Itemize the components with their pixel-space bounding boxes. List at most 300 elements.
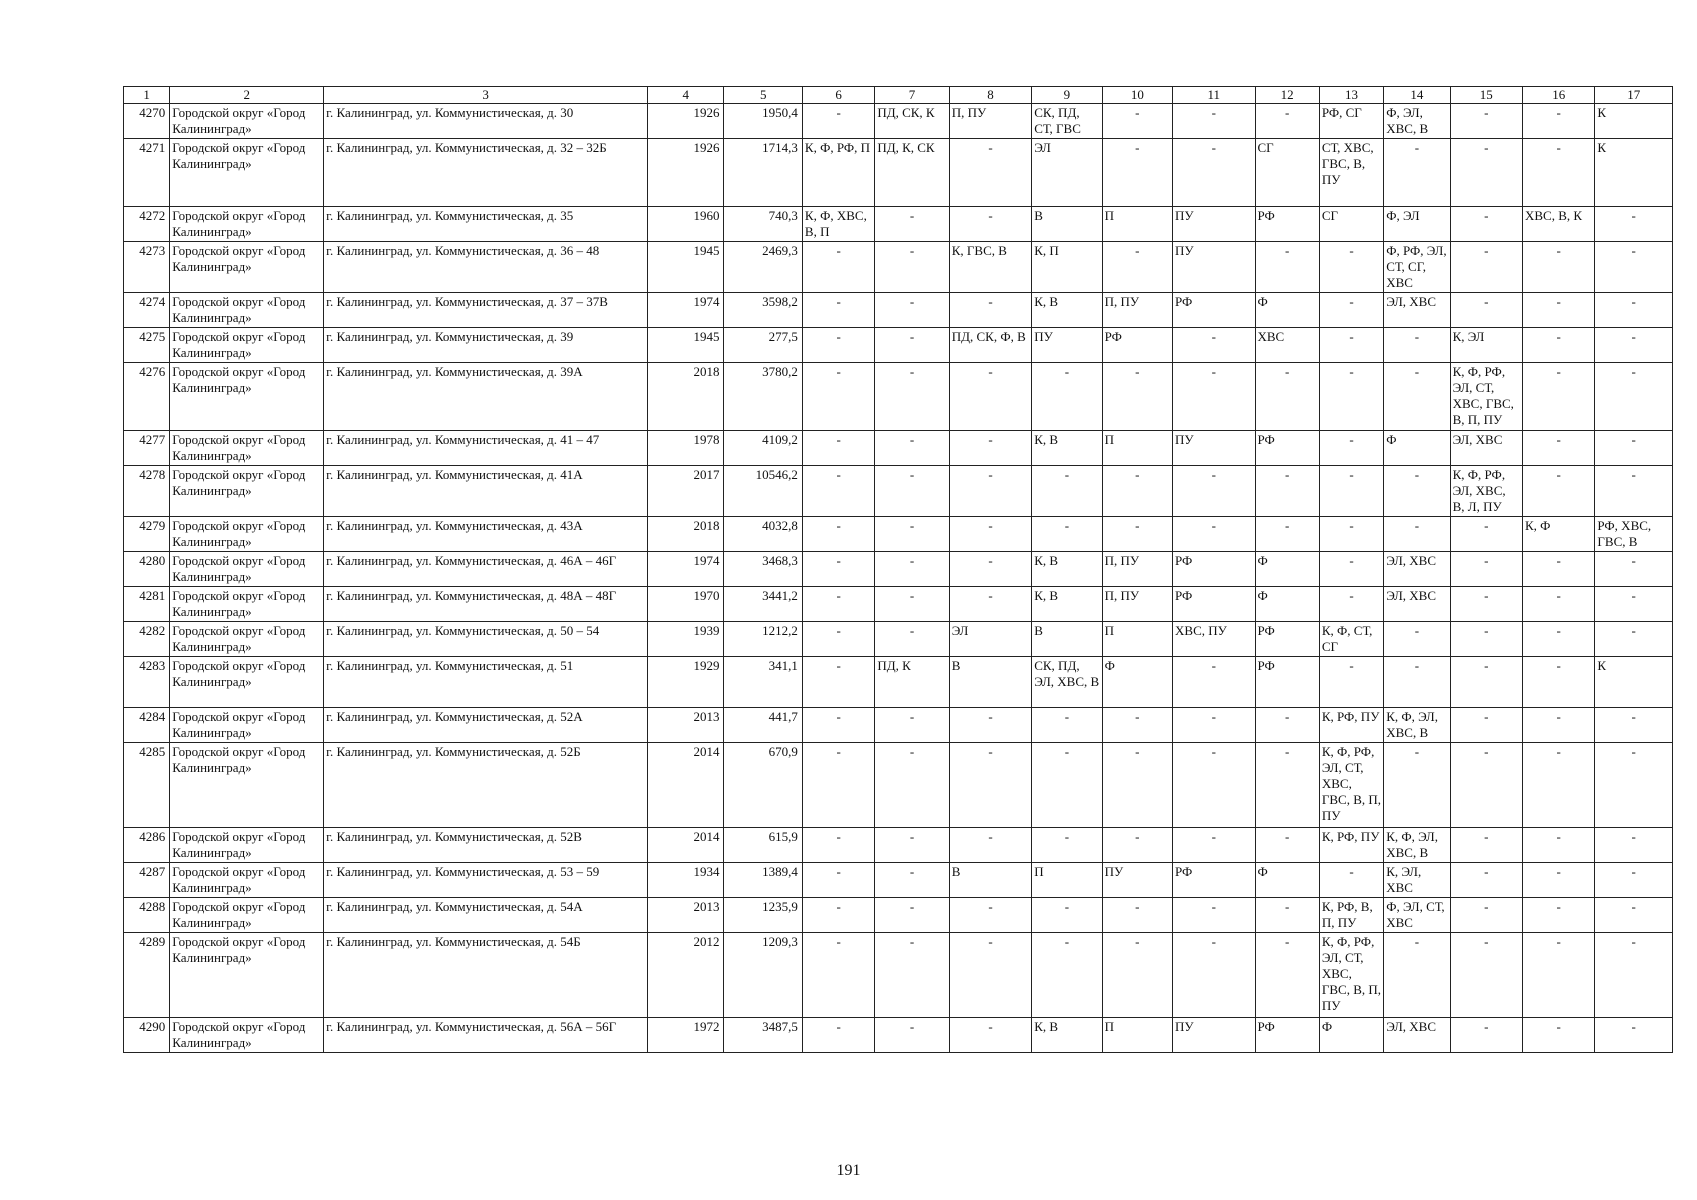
table-cell-col-1: 4270: [124, 104, 170, 139]
column-header-12: 12: [1255, 87, 1319, 104]
table-cell-col-11: -: [1173, 517, 1255, 552]
table-cell-col-5: 1714,3: [724, 139, 802, 207]
table-cell-col-12: -: [1255, 708, 1319, 743]
table-cell-col-7: -: [875, 828, 949, 863]
table-cell-col-7: -: [875, 328, 949, 363]
table-cell-col-3: г. Калининград, ул. Коммунистическая, д. 56А – 56Г: [324, 1018, 648, 1053]
table-cell-col-16: -: [1523, 139, 1595, 207]
column-header-8: 8: [949, 87, 1031, 104]
table-cell-col-3: г. Калининград, ул. Коммунистическая, д. 43А: [324, 517, 648, 552]
table-cell-col-11: РФ: [1173, 293, 1255, 328]
table-cell-col-4: 1926: [648, 139, 724, 207]
table-cell-col-12: РФ: [1255, 207, 1319, 242]
table-cell-col-17: -: [1595, 828, 1673, 863]
table-cell-col-7: -: [875, 552, 949, 587]
table-cell-col-7: -: [875, 898, 949, 933]
table-cell-col-8: -: [949, 293, 1031, 328]
table-cell-col-13: -: [1319, 242, 1383, 293]
table-cell-col-1: 4287: [124, 863, 170, 898]
table-cell-col-2: Городской округ «Город Калининград»: [170, 1018, 324, 1053]
table-cell-col-10: -: [1102, 139, 1172, 207]
table-cell-col-6: -: [802, 552, 874, 587]
table-cell-col-12: -: [1255, 933, 1319, 1018]
table-row: [124, 898, 1673, 933]
table-cell-col-16: -: [1523, 363, 1595, 431]
table-cell-col-5: 1212,2: [724, 622, 802, 657]
table-cell-col-17: -: [1595, 708, 1673, 743]
table-cell-col-12: -: [1255, 104, 1319, 139]
table-cell-col-7: -: [875, 708, 949, 743]
table-cell-col-9: -: [1032, 466, 1102, 517]
table-cell-col-2: Городской округ «Город Калининград»: [170, 863, 324, 898]
table-cell-col-6: -: [802, 466, 874, 517]
table-cell-col-12: РФ: [1255, 431, 1319, 466]
table-cell-col-17: -: [1595, 898, 1673, 933]
table-row: [124, 828, 1673, 863]
table-cell-col-1: 4275: [124, 328, 170, 363]
table-cell-col-13: -: [1319, 517, 1383, 552]
table-row: [124, 863, 1673, 898]
table-cell-col-15: -: [1450, 293, 1522, 328]
table-cell-col-4: 1929: [648, 657, 724, 708]
table-cell-col-9: -: [1032, 828, 1102, 863]
table-cell-col-11: РФ: [1173, 863, 1255, 898]
table-cell-col-8: -: [949, 828, 1031, 863]
table-cell-col-7: -: [875, 207, 949, 242]
table-cell-col-7: -: [875, 743, 949, 828]
table-cell-col-1: 4290: [124, 1018, 170, 1053]
table-cell-col-10: -: [1102, 466, 1172, 517]
table-cell-col-7: -: [875, 933, 949, 1018]
table-cell-col-12: -: [1255, 517, 1319, 552]
table-cell-col-6: -: [802, 933, 874, 1018]
table-cell-col-13: -: [1319, 431, 1383, 466]
table-cell-col-1: 4284: [124, 708, 170, 743]
table-cell-col-6: -: [802, 242, 874, 293]
table-row: [124, 933, 1673, 1018]
table-cell-col-11: ПУ: [1173, 242, 1255, 293]
table-cell-col-17: -: [1595, 1018, 1673, 1053]
table-row: [124, 293, 1673, 328]
table-cell-col-5: 441,7: [724, 708, 802, 743]
table-cell-col-14: ЭЛ, ХВС: [1384, 552, 1450, 587]
table-cell-col-11: ПУ: [1173, 207, 1255, 242]
table-row: [124, 552, 1673, 587]
table-cell-col-8: П, ПУ: [949, 104, 1031, 139]
table-cell-col-2: Городской округ «Город Калининград»: [170, 363, 324, 431]
table-row: [124, 431, 1673, 466]
table-row: [124, 139, 1673, 207]
table-cell-col-2: Городской округ «Город Калининград»: [170, 657, 324, 708]
table-cell-col-11: -: [1173, 466, 1255, 517]
table-cell-col-16: -: [1523, 622, 1595, 657]
table-cell-col-11: ПУ: [1173, 1018, 1255, 1053]
table-cell-col-16: -: [1523, 466, 1595, 517]
table-cell-col-15: -: [1450, 863, 1522, 898]
table-cell-col-17: -: [1595, 431, 1673, 466]
table-cell-col-7: -: [875, 863, 949, 898]
table-cell-col-14: К, Ф, ЭЛ, ХВС, В: [1384, 708, 1450, 743]
table-cell-col-6: -: [802, 657, 874, 708]
table-cell-col-2: Городской округ «Город Калининград»: [170, 898, 324, 933]
table-cell-col-5: 3441,2: [724, 587, 802, 622]
table-cell-col-5: 1950,4: [724, 104, 802, 139]
table-cell-col-12: РФ: [1255, 1018, 1319, 1053]
table-cell-col-15: К, Ф, РФ, ЭЛ, СТ, ХВС, ГВС, В, П, ПУ: [1450, 363, 1522, 431]
table-cell-col-17: -: [1595, 466, 1673, 517]
table-cell-col-15: -: [1450, 622, 1522, 657]
table-cell-col-13: -: [1319, 293, 1383, 328]
table-cell-col-14: -: [1384, 657, 1450, 708]
column-header-10: 10: [1102, 87, 1172, 104]
table-cell-col-15: -: [1450, 898, 1522, 933]
column-header-7: 7: [875, 87, 949, 104]
table-cell-col-10: -: [1102, 104, 1172, 139]
table-cell-col-17: -: [1595, 293, 1673, 328]
table-cell-col-5: 10546,2: [724, 466, 802, 517]
table-cell-col-12: Ф: [1255, 552, 1319, 587]
table-cell-col-11: -: [1173, 743, 1255, 828]
table-cell-col-6: -: [802, 431, 874, 466]
table-cell-col-14: Ф, ЭЛ, СТ, ХВС: [1384, 898, 1450, 933]
table-cell-col-7: ПД, К: [875, 657, 949, 708]
table-cell-col-6: -: [802, 293, 874, 328]
table-cell-col-16: -: [1523, 104, 1595, 139]
table-cell-col-11: ПУ: [1173, 431, 1255, 466]
table-cell-col-11: -: [1173, 657, 1255, 708]
column-header-9: 9: [1032, 87, 1102, 104]
table-cell-col-10: -: [1102, 933, 1172, 1018]
table-cell-col-16: -: [1523, 328, 1595, 363]
table-cell-col-13: СТ, ХВС, ГВС, В, ПУ: [1319, 139, 1383, 207]
table-cell-col-17: -: [1595, 363, 1673, 431]
table-cell-col-1: 4276: [124, 363, 170, 431]
table-cell-col-8: -: [949, 363, 1031, 431]
table-cell-col-10: -: [1102, 363, 1172, 431]
table-cell-col-13: К, РФ, В, П, ПУ: [1319, 898, 1383, 933]
table-cell-col-3: г. Калининград, ул. Коммунистическая, д. 36 – 48: [324, 242, 648, 293]
table-cell-col-8: В: [949, 657, 1031, 708]
table-row: [124, 657, 1673, 708]
table-cell-col-14: -: [1384, 743, 1450, 828]
table-cell-col-3: г. Калининград, ул. Коммунистическая, д. 37 – 37В: [324, 293, 648, 328]
table-cell-col-12: ХВС: [1255, 328, 1319, 363]
table-cell-col-4: 1934: [648, 863, 724, 898]
table-cell-col-2: Городской округ «Город Калининград»: [170, 242, 324, 293]
table-cell-col-4: 1978: [648, 431, 724, 466]
table-cell-col-15: ЭЛ, ХВС: [1450, 431, 1522, 466]
table-cell-col-1: 4280: [124, 552, 170, 587]
table-cell-col-1: 4271: [124, 139, 170, 207]
table-cell-col-6: -: [802, 622, 874, 657]
table-cell-col-7: ПД, К, СК: [875, 139, 949, 207]
table-cell-col-14: -: [1384, 466, 1450, 517]
table-cell-col-2: Городской округ «Город Калининград»: [170, 139, 324, 207]
table-cell-col-3: г. Калининград, ул. Коммунистическая, д. 54Б: [324, 933, 648, 1018]
table-cell-col-1: 4273: [124, 242, 170, 293]
column-header-3: 3: [324, 87, 648, 104]
table-cell-col-14: -: [1384, 328, 1450, 363]
table-cell-col-16: -: [1523, 293, 1595, 328]
table-cell-col-8: -: [949, 517, 1031, 552]
table-cell-col-2: Городской округ «Город Калининград»: [170, 552, 324, 587]
table-cell-col-16: -: [1523, 708, 1595, 743]
table-cell-col-1: 4286: [124, 828, 170, 863]
table-cell-col-14: К, Ф, ЭЛ, ХВС, В: [1384, 828, 1450, 863]
table-cell-col-9: -: [1032, 898, 1102, 933]
table-cell-col-5: 1389,4: [724, 863, 802, 898]
table-cell-col-10: ПУ: [1102, 863, 1172, 898]
table-cell-col-12: СГ: [1255, 139, 1319, 207]
table-cell-col-11: -: [1173, 328, 1255, 363]
column-header-2: 2: [170, 87, 324, 104]
table-cell-col-17: -: [1595, 552, 1673, 587]
table-cell-col-6: -: [802, 517, 874, 552]
table-cell-col-9: К, П: [1032, 242, 1102, 293]
table-cell-col-4: 2014: [648, 743, 724, 828]
table-cell-col-2: Городской округ «Город Калининград»: [170, 587, 324, 622]
table-cell-col-7: -: [875, 517, 949, 552]
table-cell-col-14: ЭЛ, ХВС: [1384, 587, 1450, 622]
table-cell-col-16: -: [1523, 828, 1595, 863]
table-cell-col-15: К, Ф, РФ, ЭЛ, ХВС, В, Л, ПУ: [1450, 466, 1522, 517]
table-cell-col-3: г. Калининград, ул. Коммунистическая, д. 39: [324, 328, 648, 363]
table-cell-col-2: Городской округ «Город Калининград»: [170, 207, 324, 242]
table-cell-col-13: К, Ф, РФ, ЭЛ, СТ, ХВС, ГВС, В, П, ПУ: [1319, 743, 1383, 828]
table-cell-col-12: -: [1255, 743, 1319, 828]
table-cell-col-3: г. Калининград, ул. Коммунистическая, д. 52Б: [324, 743, 648, 828]
table-cell-col-3: г. Калининград, ул. Коммунистическая, д. 39А: [324, 363, 648, 431]
table-cell-col-9: П: [1032, 863, 1102, 898]
table-cell-col-13: К, РФ, ПУ: [1319, 708, 1383, 743]
table-cell-col-12: РФ: [1255, 622, 1319, 657]
table-cell-col-15: -: [1450, 708, 1522, 743]
table-cell-col-9: В: [1032, 207, 1102, 242]
table-cell-col-17: РФ, ХВС, ГВС, В: [1595, 517, 1673, 552]
table-cell-col-8: -: [949, 1018, 1031, 1053]
table-cell-col-16: -: [1523, 552, 1595, 587]
table-cell-col-4: 2012: [648, 933, 724, 1018]
table-cell-col-4: 1939: [648, 622, 724, 657]
page-number: 191: [836, 1162, 861, 1179]
table-cell-col-8: -: [949, 552, 1031, 587]
table-cell-col-17: -: [1595, 242, 1673, 293]
table-cell-col-14: Ф: [1384, 431, 1450, 466]
table-cell-col-8: -: [949, 587, 1031, 622]
table-cell-col-4: 2014: [648, 828, 724, 863]
table-cell-col-1: 4279: [124, 517, 170, 552]
table-cell-col-13: -: [1319, 552, 1383, 587]
column-header-17: 17: [1595, 87, 1673, 104]
table-cell-col-12: Ф: [1255, 863, 1319, 898]
table-cell-col-7: -: [875, 293, 949, 328]
table-cell-col-16: К, Ф: [1523, 517, 1595, 552]
column-header-1: 1: [124, 87, 170, 104]
table-cell-col-7: -: [875, 622, 949, 657]
table-cell-col-3: г. Калининград, ул. Коммунистическая, д. 35: [324, 207, 648, 242]
table-cell-col-11: РФ: [1173, 587, 1255, 622]
table-cell-col-3: г. Калининград, ул. Коммунистическая, д. 41А: [324, 466, 648, 517]
table-cell-col-8: -: [949, 431, 1031, 466]
table-cell-col-2: Городской округ «Город Калининград»: [170, 466, 324, 517]
table-cell-col-10: П, ПУ: [1102, 293, 1172, 328]
table-cell-col-13: К, Ф, РФ, ЭЛ, СТ, ХВС, ГВС, В, П, ПУ: [1319, 933, 1383, 1018]
table-cell-col-15: -: [1450, 1018, 1522, 1053]
table-cell-col-15: -: [1450, 207, 1522, 242]
table-cell-col-16: ХВС, В, К: [1523, 207, 1595, 242]
table-cell-col-9: К, В: [1032, 431, 1102, 466]
table-cell-col-17: К: [1595, 104, 1673, 139]
table-cell-col-14: -: [1384, 363, 1450, 431]
table-cell-col-5: 615,9: [724, 828, 802, 863]
table-cell-col-5: 3780,2: [724, 363, 802, 431]
table-cell-col-14: -: [1384, 933, 1450, 1018]
table-cell-col-6: -: [802, 363, 874, 431]
table-cell-col-16: -: [1523, 933, 1595, 1018]
table-cell-col-6: -: [802, 104, 874, 139]
table-cell-col-3: г. Калининград, ул. Коммунистическая, д. 41 – 47: [324, 431, 648, 466]
table-cell-col-7: -: [875, 242, 949, 293]
table-cell-col-6: -: [802, 898, 874, 933]
table-cell-col-11: РФ: [1173, 552, 1255, 587]
table-cell-col-15: -: [1450, 828, 1522, 863]
table-cell-col-10: -: [1102, 517, 1172, 552]
table-cell-col-16: -: [1523, 242, 1595, 293]
table-cell-col-3: г. Калининград, ул. Коммунистическая, д. 52В: [324, 828, 648, 863]
table-cell-col-11: -: [1173, 708, 1255, 743]
table-cell-col-12: РФ: [1255, 657, 1319, 708]
table-cell-col-2: Городской округ «Город Калининград»: [170, 708, 324, 743]
table-row: [124, 104, 1673, 139]
table-cell-col-9: -: [1032, 363, 1102, 431]
table-cell-col-14: ЭЛ, ХВС: [1384, 1018, 1450, 1053]
table-row: [124, 587, 1673, 622]
table-cell-col-13: -: [1319, 657, 1383, 708]
table-cell-col-9: ЭЛ: [1032, 139, 1102, 207]
table-cell-col-17: -: [1595, 622, 1673, 657]
table-cell-col-16: -: [1523, 431, 1595, 466]
table-cell-col-4: 2018: [648, 517, 724, 552]
table-cell-col-12: Ф: [1255, 293, 1319, 328]
table-cell-col-2: Городской округ «Город Калининград»: [170, 743, 324, 828]
table-cell-col-7: ПД, СК, К: [875, 104, 949, 139]
table-cell-col-9: СК, ПД, СТ, ГВС: [1032, 104, 1102, 139]
table-cell-col-1: 4289: [124, 933, 170, 1018]
table-row: [124, 328, 1673, 363]
table-cell-col-3: г. Калининград, ул. Коммунистическая, д. 32 – 32Б: [324, 139, 648, 207]
table-cell-col-6: -: [802, 1018, 874, 1053]
table-cell-col-3: г. Калининград, ул. Коммунистическая, д. 46А – 46Г: [324, 552, 648, 587]
table-cell-col-8: -: [949, 139, 1031, 207]
table-cell-col-5: 4032,8: [724, 517, 802, 552]
table-cell-col-5: 3468,3: [724, 552, 802, 587]
column-header-15: 15: [1450, 87, 1522, 104]
table-cell-col-4: 1974: [648, 293, 724, 328]
table-cell-col-10: -: [1102, 828, 1172, 863]
table-cell-col-12: -: [1255, 363, 1319, 431]
table-row: [124, 242, 1673, 293]
table-cell-col-5: 670,9: [724, 743, 802, 828]
table-cell-col-14: Ф, РФ, ЭЛ, СТ, СГ, ХВС: [1384, 242, 1450, 293]
table-cell-col-2: Городской округ «Город Калининград»: [170, 293, 324, 328]
table-cell-col-1: 4285: [124, 743, 170, 828]
table-cell-col-12: -: [1255, 828, 1319, 863]
table-cell-col-13: -: [1319, 363, 1383, 431]
table-cell-col-3: г. Калининград, ул. Коммунистическая, д. 48А – 48Г: [324, 587, 648, 622]
table-cell-col-13: К, Ф, СТ, СГ: [1319, 622, 1383, 657]
table-cell-col-14: Ф, ЭЛ, ХВС, В: [1384, 104, 1450, 139]
table-cell-col-3: г. Калининград, ул. Коммунистическая, д. 53 – 59: [324, 863, 648, 898]
table-row: [124, 207, 1673, 242]
table-cell-col-10: РФ: [1102, 328, 1172, 363]
table-cell-col-10: -: [1102, 898, 1172, 933]
table-cell-col-9: -: [1032, 708, 1102, 743]
table-cell-col-4: 1945: [648, 242, 724, 293]
table-cell-col-8: ПД, СК, Ф, В: [949, 328, 1031, 363]
table-cell-col-17: К: [1595, 657, 1673, 708]
table-cell-col-15: -: [1450, 552, 1522, 587]
table-cell-col-15: -: [1450, 933, 1522, 1018]
table-cell-col-4: 1970: [648, 587, 724, 622]
table-cell-col-5: 341,1: [724, 657, 802, 708]
table-cell-col-12: -: [1255, 898, 1319, 933]
table-cell-col-14: ЭЛ, ХВС: [1384, 293, 1450, 328]
table-cell-col-1: 4274: [124, 293, 170, 328]
table-cell-col-2: Городской округ «Город Калининград»: [170, 431, 324, 466]
table-cell-col-8: -: [949, 207, 1031, 242]
table-cell-col-13: СГ: [1319, 207, 1383, 242]
table-cell-col-14: -: [1384, 139, 1450, 207]
table-cell-col-16: -: [1523, 587, 1595, 622]
table-cell-col-5: 4109,2: [724, 431, 802, 466]
table-cell-col-14: -: [1384, 517, 1450, 552]
column-header-14: 14: [1384, 87, 1450, 104]
table-cell-col-13: РФ, СГ: [1319, 104, 1383, 139]
table-cell-col-13: Ф: [1319, 1018, 1383, 1053]
table-cell-col-2: Городской округ «Город Калининград»: [170, 328, 324, 363]
table-cell-col-9: -: [1032, 517, 1102, 552]
table-cell-col-9: К, В: [1032, 552, 1102, 587]
table-cell-col-9: К, В: [1032, 587, 1102, 622]
table-cell-col-10: -: [1102, 743, 1172, 828]
table-row: [124, 517, 1673, 552]
table-cell-col-10: П: [1102, 622, 1172, 657]
table-row: [124, 466, 1673, 517]
table-cell-col-5: 1209,3: [724, 933, 802, 1018]
table-cell-col-4: 1974: [648, 552, 724, 587]
table-cell-col-4: 1926: [648, 104, 724, 139]
repair-schedule-table: [123, 86, 1673, 1053]
table-cell-col-3: г. Калининград, ул. Коммунистическая, д. 51: [324, 657, 648, 708]
table-cell-col-2: Городской округ «Город Калининград»: [170, 933, 324, 1018]
table-cell-col-17: -: [1595, 207, 1673, 242]
table-cell-col-6: К, Ф, ХВС, В, П: [802, 207, 874, 242]
table-cell-col-7: -: [875, 431, 949, 466]
table-cell-col-4: 2018: [648, 363, 724, 431]
table-cell-col-6: -: [802, 743, 874, 828]
table-cell-col-13: -: [1319, 587, 1383, 622]
table-cell-col-4: 2013: [648, 708, 724, 743]
table-cell-col-1: 4282: [124, 622, 170, 657]
table-cell-col-1: 4281: [124, 587, 170, 622]
table-cell-col-1: 4283: [124, 657, 170, 708]
table-cell-col-5: 3487,5: [724, 1018, 802, 1053]
column-header-5: 5: [724, 87, 802, 104]
table-cell-col-14: К, ЭЛ, ХВС: [1384, 863, 1450, 898]
table-cell-col-17: -: [1595, 743, 1673, 828]
column-header-13: 13: [1319, 87, 1383, 104]
table-cell-col-2: Городской округ «Город Калининград»: [170, 828, 324, 863]
